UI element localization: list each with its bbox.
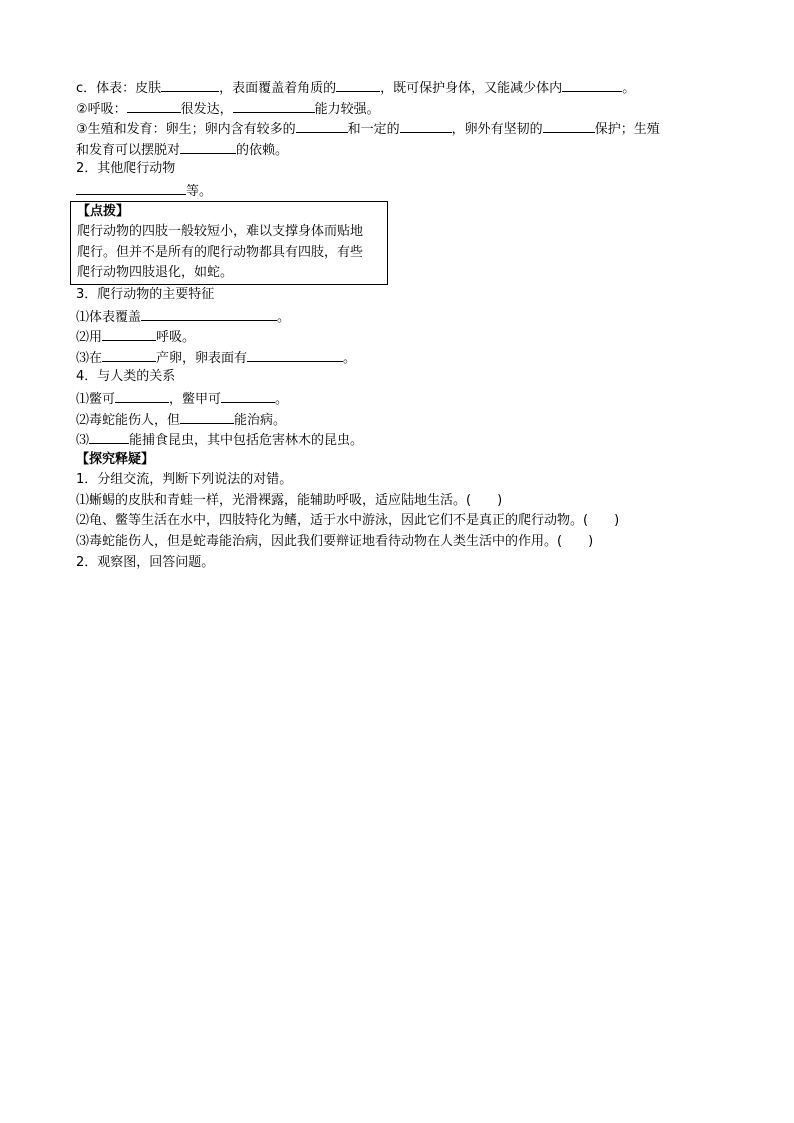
- answer-blank[interactable]: [562, 77, 622, 92]
- item-text: ⑶在: [76, 350, 103, 366]
- inquiry-statement-a[interactable]: ⑴蜥蜴的皮肤和青蛙一样，光滑裸露，能辅助呼吸，适应陆地生活。( ): [76, 492, 503, 508]
- item-text: ⑴体表覆盖: [76, 309, 142, 325]
- relation-item-3: [76, 429, 726, 450]
- tip-line: 爬行动物的四肢一般较短小，难以支撑身体而贴地: [77, 224, 364, 240]
- answer-blank[interactable]: [89, 429, 129, 444]
- tip-line: 爬行动物四肢退化，如蛇。: [77, 265, 234, 281]
- inquiry-question-2: 2．观察图，回答问题。: [76, 554, 215, 570]
- answer-blank[interactable]: [115, 388, 169, 403]
- answer-blank[interactable]: [102, 326, 156, 341]
- answer-blank[interactable]: [296, 118, 348, 133]
- relation-item-2: [76, 409, 726, 430]
- answer-blank[interactable]: [102, 347, 156, 362]
- item-text: ，鳖甲可: [169, 391, 222, 407]
- item-text: ⑴鳖可: [76, 391, 116, 407]
- relation-heading: 4．与人类的关系: [76, 369, 176, 385]
- other-reptiles-answer-line: [76, 180, 726, 201]
- answer-blank[interactable]: [233, 98, 315, 113]
- main-features-item-1: [76, 306, 726, 327]
- main-features-item-2: [76, 326, 726, 347]
- item-text: 能捕食昆虫，其中包括危害林木的昆虫。: [129, 433, 364, 449]
- reproduction-line-2: [76, 139, 726, 160]
- reproduction-text: 的依赖。: [236, 142, 289, 158]
- item-text: ⑵毒蛇能伤人，但: [76, 412, 181, 428]
- answer-blank[interactable]: [221, 388, 275, 403]
- tip-box: [70, 201, 388, 285]
- reproduction-text: 保护；生殖: [594, 122, 660, 138]
- answer-blank[interactable]: [127, 98, 181, 113]
- other-reptiles-heading: 2．其他爬行动物: [76, 161, 176, 177]
- reproduction-text: ，卵外有坚韧的: [451, 122, 543, 138]
- reproduction-text: 和发育可以摆脱对: [76, 142, 181, 158]
- main-features-item-3: [76, 347, 726, 368]
- inquiry-statement-b[interactable]: ⑵龟、鳖等生活在水中，四肢特化为鳍，适于水中游泳，因此它们不是真正的爬行动物。( ): [76, 513, 620, 529]
- answer-blank[interactable]: [161, 77, 219, 92]
- item-text: 。: [275, 391, 289, 407]
- breathing-text: 能力较强。: [314, 101, 380, 117]
- body-surface-text: ，表面覆盖着角质的: [219, 81, 337, 96]
- answer-blank[interactable]: [247, 347, 343, 362]
- worksheet-page: [76, 77, 726, 573]
- reproduction-line-1: [76, 118, 726, 139]
- main-features-heading: 3．爬行动物的主要特征: [76, 286, 215, 302]
- item-text: ⑶: [76, 433, 90, 449]
- item-text: 能治病。: [234, 412, 287, 428]
- item-text: 呼吸。: [156, 330, 196, 346]
- body-surface-text: 。: [622, 81, 636, 96]
- breathing-line: [76, 98, 726, 119]
- answer-blank[interactable]: [180, 409, 234, 424]
- answer-blank[interactable]: [400, 118, 452, 133]
- item-text: ⑵用: [76, 330, 103, 346]
- breathing-text: 很发达，: [180, 101, 233, 117]
- inquiry-title: 【探究释疑】: [76, 451, 155, 467]
- item-text: 。: [277, 309, 291, 325]
- reproduction-text: 和一定的: [347, 122, 400, 138]
- tip-line: 爬行。但并不是所有的爬行动物都具有四肢，有些: [77, 244, 364, 260]
- answer-blank[interactable]: [141, 306, 277, 321]
- breathing-text: ②呼吸：: [76, 101, 127, 117]
- body-surface-text: c．体表：皮肤: [76, 81, 162, 96]
- answer-blank[interactable]: [543, 118, 595, 133]
- tip-title: 【点拨】: [77, 203, 130, 219]
- body-surface-text: ，既可保护身体，又能减少体内: [380, 81, 563, 96]
- other-reptiles-suffix: 等。: [186, 183, 213, 199]
- reproduction-text: ③生殖和发育：卵生；卵内含有较多的: [76, 122, 296, 138]
- answer-blank[interactable]: [180, 139, 236, 154]
- relation-item-1: [76, 388, 726, 409]
- item-text: 。: [343, 350, 357, 366]
- body-surface-line: [76, 77, 726, 98]
- item-text: 产卵，卵表面有: [156, 350, 248, 366]
- inquiry-statement-c[interactable]: ⑶毒蛇能伤人，但是蛇毒能治病，因此我们要辩证地看待动物在人类生活中的作用。( ): [76, 534, 594, 550]
- answer-blank[interactable]: [76, 180, 186, 195]
- answer-blank[interactable]: [336, 77, 380, 92]
- inquiry-question-1: 1．分组交流，判断下列说法的对错。: [76, 472, 293, 488]
